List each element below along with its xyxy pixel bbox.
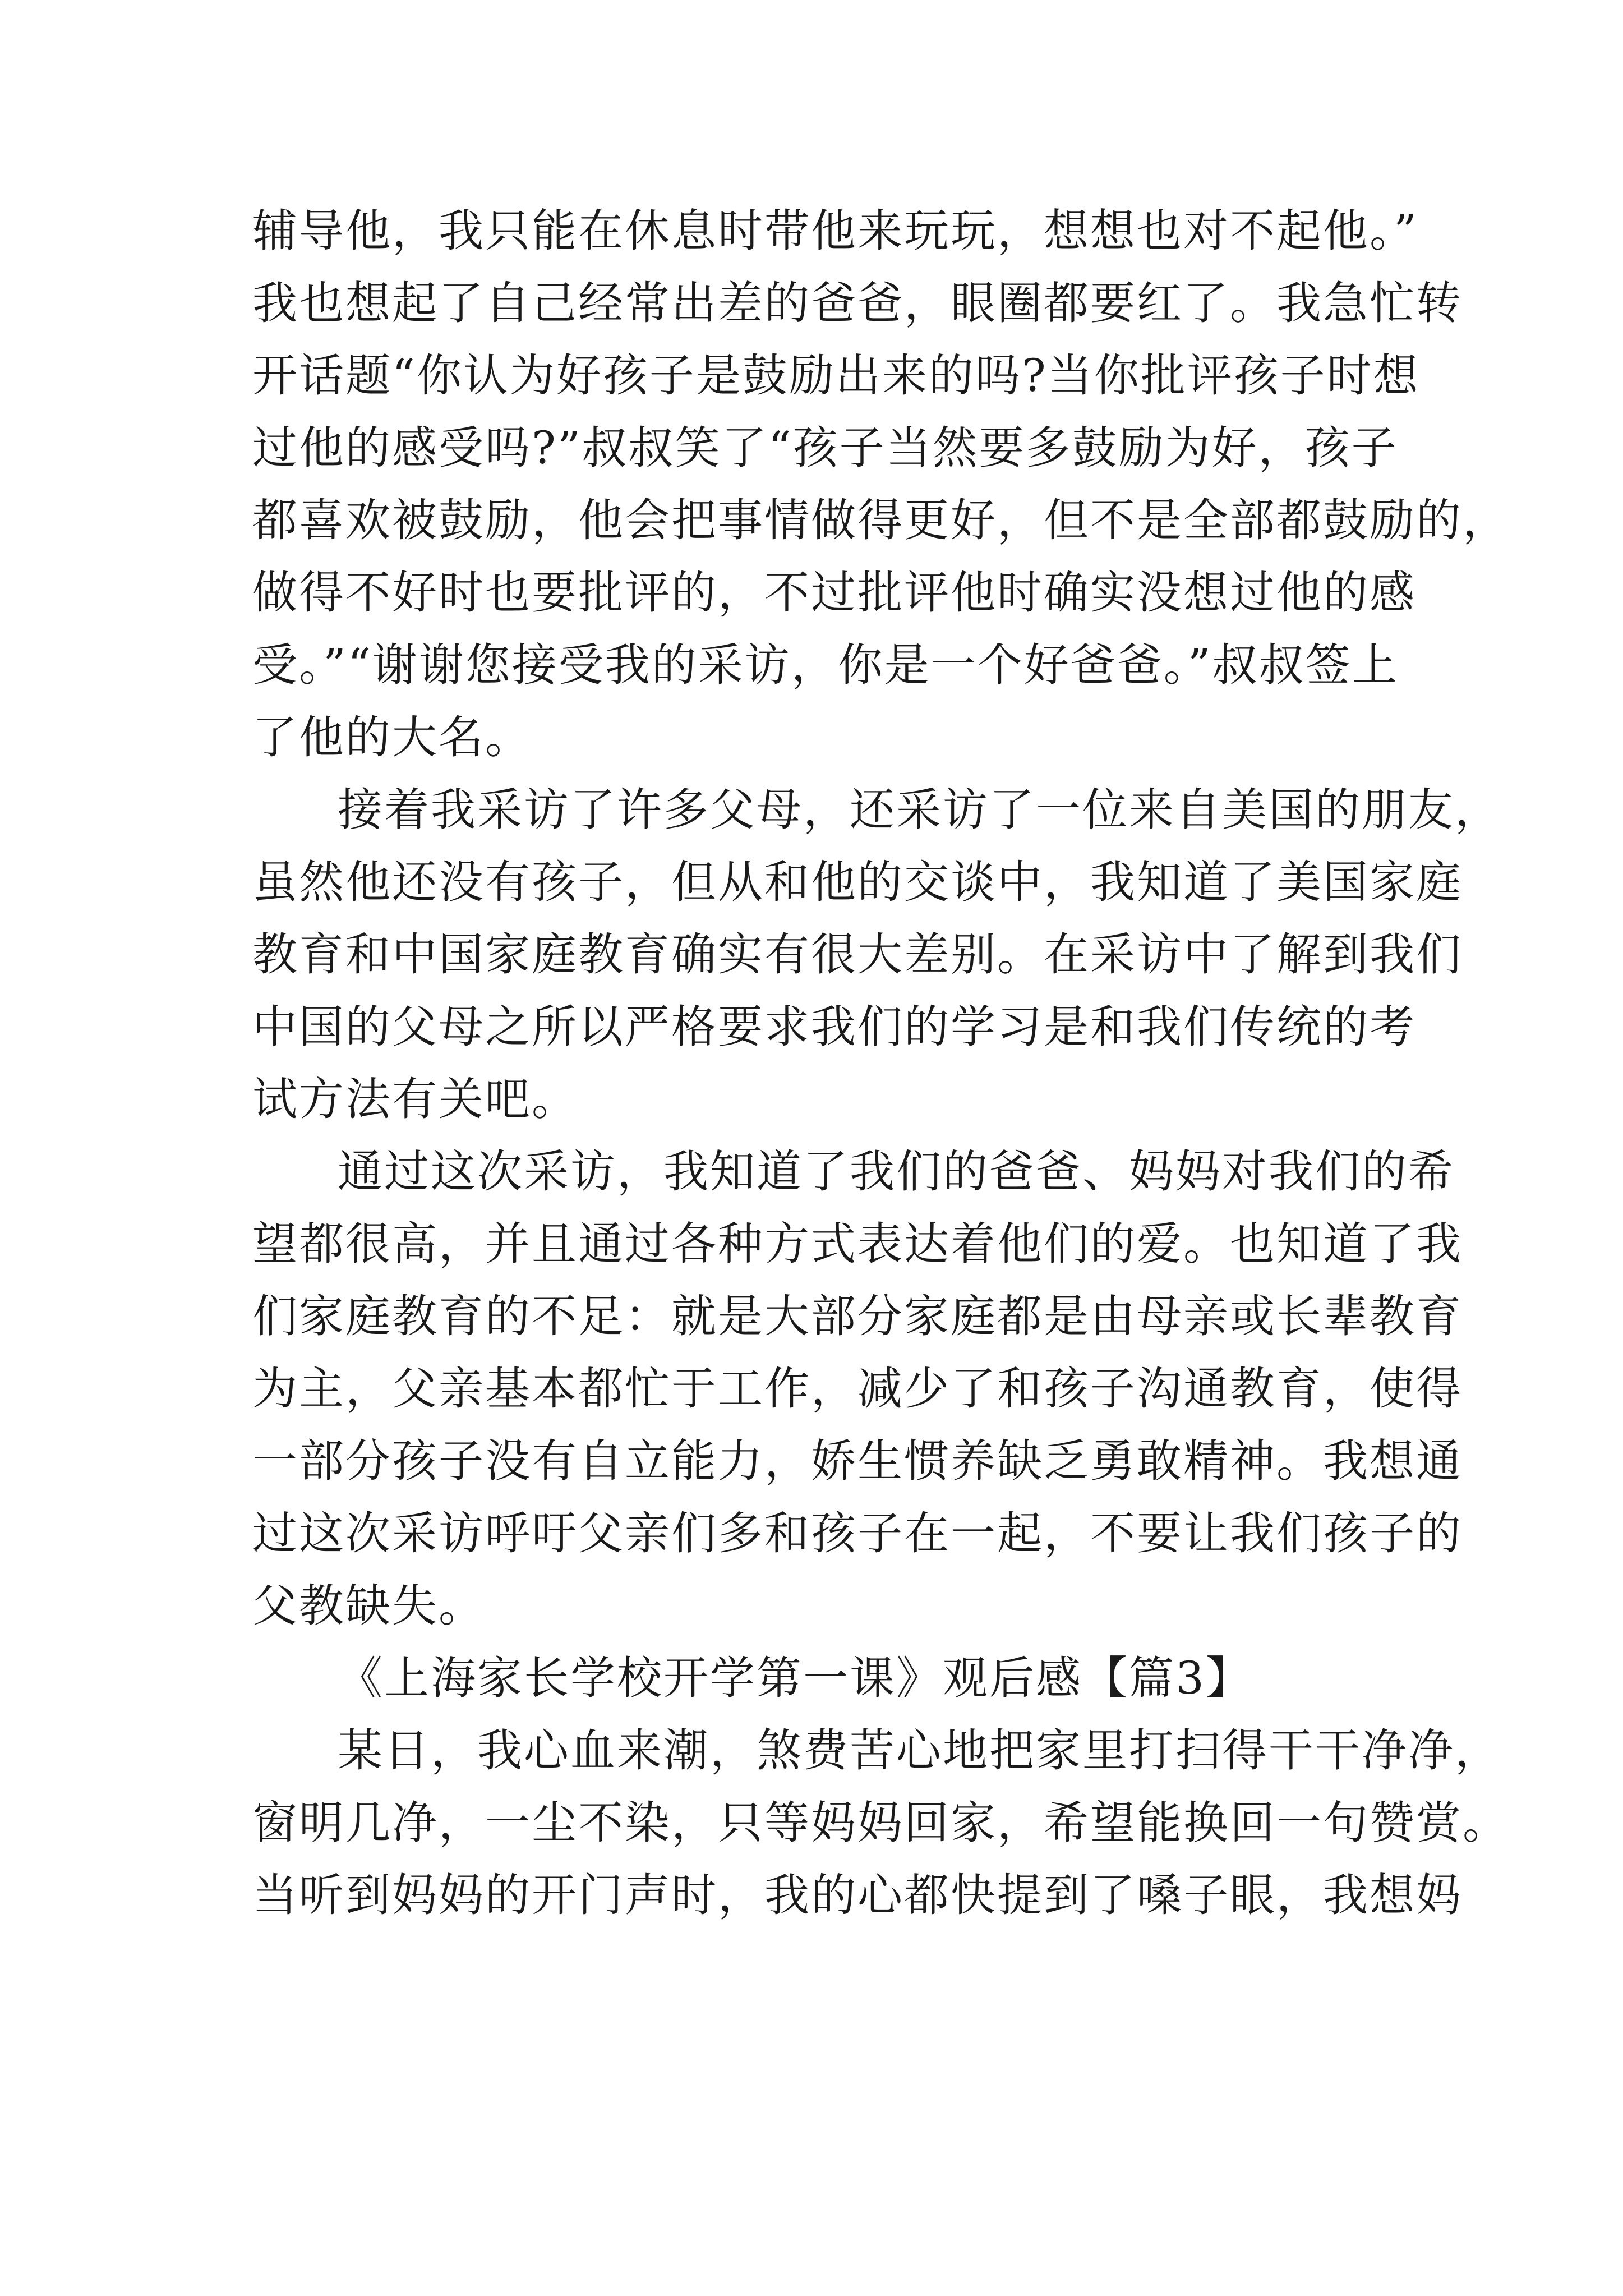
- text-line: 试方法有关吧。: [252, 1073, 578, 1125]
- text-line: 做得不好时也要批评的，不过批评他时确实没想过他的感: [252, 567, 1416, 619]
- paragraph-start-line: 通过这次采访，我知道了我们的爸爸、妈妈对我们的希: [338, 1145, 1455, 1198]
- text-line: 过他的感受吗?”叔叔笑了“孩子当然要多鼓励为好，孩子: [252, 422, 1398, 474]
- text-line: 窗明几净，一尘不染，只等妈妈回家，希望能换回一句赞赏。: [252, 1797, 1509, 1849]
- text-line: 我也想起了自己经常出差的爸爸，眼圈都要红了。我急忙转: [252, 277, 1463, 329]
- text-line: 都喜欢被鼓励，他会把事情做得更好，但不是全部都鼓励的，: [252, 494, 1509, 546]
- text-line: 辅导他，我只能在休息时带他来玩玩，想想也对不起他。”: [252, 205, 1418, 257]
- text-line: 了他的大名。: [252, 711, 532, 763]
- paragraph-start-line: 某日，我心血来潮，煞费苦心地把家里打扫得干干净净，: [338, 1724, 1501, 1777]
- text-line: 一部分孩子没有自立能力，娇生惯养缺乏勇敢精神。我想通: [252, 1435, 1463, 1487]
- text-line: 虽然他还没有孩子，但从和他的交谈中，我知道了美国家庭: [252, 856, 1463, 908]
- section-heading: 《上海家长学校开学第一课》观后感【篇3】: [338, 1652, 1252, 1704]
- text-line: 父教缺失。: [252, 1580, 485, 1632]
- text-line: 为主，父亲基本都忙于工作，减少了和孩子沟通教育，使得: [252, 1363, 1463, 1415]
- text-line: 当听到妈妈的开门声时，我的心都快提到了嗓子眼，我想妈: [252, 1869, 1463, 1921]
- paragraph-start-line: 接着我采访了许多父母，还采访了一位来自美国的朋友，: [338, 784, 1501, 836]
- text-line: 中国的父母之所以严格要求我们的学习是和我们传统的考: [252, 1001, 1416, 1053]
- text-line: 受。”“谢谢您接受我的采访，你是一个好爸爸。”叔叔签上: [252, 639, 1399, 691]
- text-line: 们家庭教育的不足：就是大部分家庭都是由母亲或长辈教育: [252, 1290, 1463, 1342]
- text-line: 教育和中国家庭教育确实有很大差别。在采访中了解到我们: [252, 928, 1463, 981]
- text-line: 望都很高，并且通过各种方式表达着他们的爱。也知道了我: [252, 1218, 1463, 1270]
- text-line: 开话题“你认为好孩子是鼓励出来的吗?当你批评孩子时想: [252, 349, 1420, 402]
- text-line: 过这次采访呼吁父亲们多和孩子在一起，不要让我们孩子的: [252, 1507, 1463, 1559]
